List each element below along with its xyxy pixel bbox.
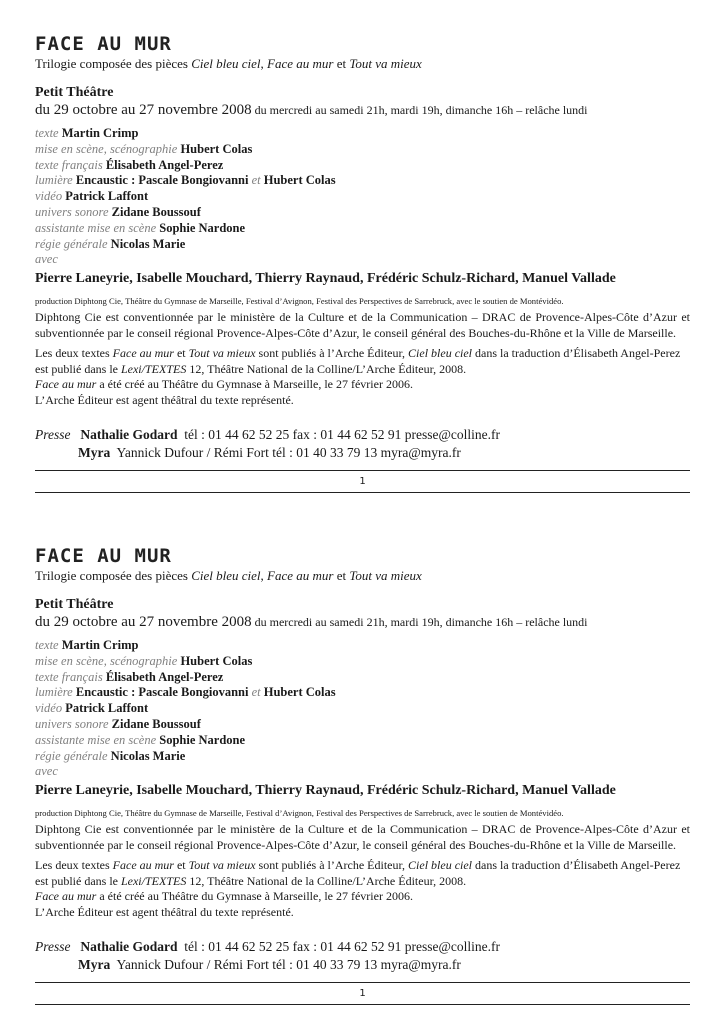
credit-role: assistante mise en scène [35,220,157,235]
credit-line [35,654,336,670]
credit-role: texte français [35,157,103,172]
press-label: Presse [35,427,71,442]
credit-role: régie générale [35,236,108,251]
divider [35,470,690,471]
publishing-line [35,858,695,874]
text: et [173,858,189,872]
subtitle-sep: , [260,56,268,71]
credit-line [35,749,336,765]
text: dans la traduction d’Élisabeth Angel-Perez [472,346,681,360]
venue: Petit Théâtre [35,85,114,100]
publishing-line [35,377,695,393]
credit-role: mise en scène, scénographie [35,141,178,156]
document-title: FACE AU MUR [35,545,172,567]
credit-line [35,717,336,733]
collection-title: Lexi/TEXTES [120,873,187,888]
credit-name: Hubert Colas [263,173,336,188]
credit-role: texte [35,126,59,140]
press-line [35,956,500,974]
press-line [35,444,500,462]
venue: Petit Théâtre [35,597,114,612]
text: Les deux textes [35,858,113,872]
credit-name: Zidane Boussouf [111,716,201,731]
production-note: production Diphtong Cie, Théâtre du Gymnase de Marseille, Festival d’Avignon, Festival des Perspectives de Sarrebruck, avec le soutien de Montévidéo. [35,296,564,306]
credit-role: vidéo [35,701,63,716]
publishing-line [35,889,695,905]
date-range: du 29 octobre au 27 novembre 2008 [35,102,252,118]
credit-line [35,221,336,237]
collection-title: Lexi/TEXTES [120,361,187,376]
cast-list: Pierre Laneyrie, Isabelle Mouchard, Thierry Raynaud, Frédéric Schulz-Richard, Manuel Vallade [35,783,616,798]
play-title: Ciel bleu ciel [408,346,473,360]
play-title: Ciel bleu ciel [408,858,473,872]
text: 12, Théâtre National de la Colline/L’Arche Éditeur, 2008. [186,361,467,376]
text: est publié dans le [35,361,121,376]
text: Les deux textes [35,346,113,360]
document-title: FACE AU MUR [35,33,172,55]
press-contacts [35,426,500,462]
subtitle [35,56,422,72]
credit-role: lumière [35,173,73,188]
credit-name: Hubert Colas [263,685,336,700]
text: dans la traduction d’Élisabeth Angel-Perez [472,858,681,872]
text: a été créé au Théâtre du Gymnase à Marseille, le 27 février 2006. [96,377,413,392]
credit-name: Patrick Laffont [65,701,149,716]
press-agent: Nathalie Godard [80,939,178,954]
divider [35,1004,690,1005]
credit-line [35,670,336,686]
credit-name: Encaustic : Pascale Bongiovanni [75,173,249,188]
play-title: Tout va mieux [349,568,422,583]
press-agent: Myra [78,445,111,460]
publishing-line: L’Arche Éditeur est agent théâtral du texte représenté. [35,392,294,407]
credit-role: univers sonore [35,204,109,219]
production-note: production Diphtong Cie, Théâtre du Gymnase de Marseille, Festival d’Avignon, Festival des Perspectives de Sarrebruck, avec le soutien de Montévidéo. [35,808,564,818]
dates [35,613,588,631]
avec-label: avec [35,764,58,779]
play-title: Face au mur [112,858,174,872]
play-title: Face au mur [35,889,97,904]
avec-label: avec [35,252,58,267]
credit-name: Zidane Boussouf [111,204,201,219]
credit-line [35,189,336,205]
play-title: Ciel bleu ciel [191,568,261,583]
credit-line [35,701,336,717]
press-agent: Myra [78,957,111,972]
play-title: Face au mur [112,346,174,360]
press-contact: tél : 01 44 62 52 25 fax : 01 44 62 52 91 presse@colline.fr [184,939,501,954]
credit-role: vidéo [35,189,63,204]
credits [35,126,336,268]
credit-name: Patrick Laffont [65,189,149,204]
credit-line [35,205,336,221]
credit-conj: et [251,173,261,188]
credit-name: Sophie Nardone [159,220,246,235]
press-line [35,938,500,956]
credit-name: Hubert Colas [180,653,253,668]
credit-line [35,142,336,158]
credit-line [35,237,336,253]
credit-name: Nicolas Marie [110,748,186,763]
play-title: Tout va mieux [188,858,256,872]
publishing-line: L’Arche Éditeur est agent théâtral du texte représenté. [35,904,294,919]
subtitle-sep: et [333,568,350,583]
credit-role: lumière [35,685,73,700]
press-contacts [35,938,500,974]
divider [35,982,690,983]
credit-line [35,638,336,654]
page-number: 1 [359,988,366,999]
credit-role: texte français [35,669,103,684]
play-title: Face au mur [267,56,334,71]
convention-note: Diphtong Cie est conventionnée par le ministère de la Culture et de la Communication – DRAC de Provence-Alpes-Côte d’Azur et subventionnée par le conseil régional Provence-Alpes-Côte d’Azur, le conseil général des Bouches-du-Rhône et la Ville de Marseille. [35,822,690,852]
credit-name: Élisabeth Angel-Perez [105,669,224,684]
publishing-line [35,346,695,362]
credit-line [35,126,336,142]
play-title: Tout va mieux [188,346,256,360]
schedule: du mercredi au samedi 21h, mardi 19h, dimanche 16h – relâche lundi [251,615,588,629]
divider [35,492,690,493]
text: est publié dans le [35,873,121,888]
page-number: 1 [359,476,366,487]
credit-name: Élisabeth Angel-Perez [105,157,224,172]
text: 12, Théâtre National de la Colline/L’Arche Éditeur, 2008. [186,873,467,888]
credit-line [35,173,336,189]
play-title: Face au mur [267,568,334,583]
subtitle-text: Trilogie composée des pièces [35,56,192,71]
play-title: Face au mur [35,377,97,392]
credit-name: Hubert Colas [180,141,253,156]
cast-list: Pierre Laneyrie, Isabelle Mouchard, Thierry Raynaud, Frédéric Schulz-Richard, Manuel Vallade [35,271,616,286]
credit-conj: et [251,685,261,700]
schedule: du mercredi au samedi 21h, mardi 19h, dimanche 16h – relâche lundi [251,103,588,117]
credit-line [35,158,336,174]
convention-note: Diphtong Cie est conventionnée par le ministère de la Culture et de la Communication – DRAC de Provence-Alpes-Côte d’Azur et subventionnée par le conseil régional Provence-Alpes-Côte d’Azur, le conseil général des Bouches-du-Rhône et la Ville de Marseille. [35,310,690,340]
credit-role: régie générale [35,748,108,763]
text: et [173,346,189,360]
press-contact: Yannick Dufour / Rémi Fort tél : 01 40 33 79 13 myra@myra.fr [116,957,461,972]
dates [35,101,588,119]
credit-line [35,685,336,701]
date-range: du 29 octobre au 27 novembre 2008 [35,614,252,630]
text: a été créé au Théâtre du Gymnase à Marseille, le 27 février 2006. [96,889,413,904]
subtitle-text: Trilogie composée des pièces [35,568,192,583]
credit-name: Martin Crimp [61,126,139,140]
credit-name: Nicolas Marie [110,236,186,251]
credit-role: univers sonore [35,716,109,731]
subtitle [35,568,422,584]
text: sont publiés à l’Arche Éditeur, [255,346,409,360]
publishing-line [35,362,695,378]
press-contact: tél : 01 44 62 52 25 fax : 01 44 62 52 91 presse@colline.fr [184,427,501,442]
credit-role: assistante mise en scène [35,732,157,747]
subtitle-sep: , [260,568,268,583]
publishing-note [35,858,695,920]
credit-line [35,733,336,749]
credit-role: texte [35,638,59,652]
credit-name: Sophie Nardone [159,732,246,747]
press-agent: Nathalie Godard [80,427,178,442]
press-line [35,426,500,444]
credit-role: mise en scène, scénographie [35,653,178,668]
subtitle-sep: et [333,56,350,71]
text: sont publiés à l’Arche Éditeur, [255,858,409,872]
credit-line [35,764,336,780]
credit-line [35,252,336,268]
credit-name: Martin Crimp [61,638,139,652]
play-title: Tout va mieux [349,56,422,71]
play-title: Ciel bleu ciel [191,56,261,71]
credit-name: Encaustic : Pascale Bongiovanni [75,685,249,700]
press-contact: Yannick Dufour / Rémi Fort tél : 01 40 33 79 13 myra@myra.fr [116,445,461,460]
publishing-line [35,874,695,890]
press-label: Presse [35,939,71,954]
credits [35,638,336,780]
publishing-note [35,346,695,408]
